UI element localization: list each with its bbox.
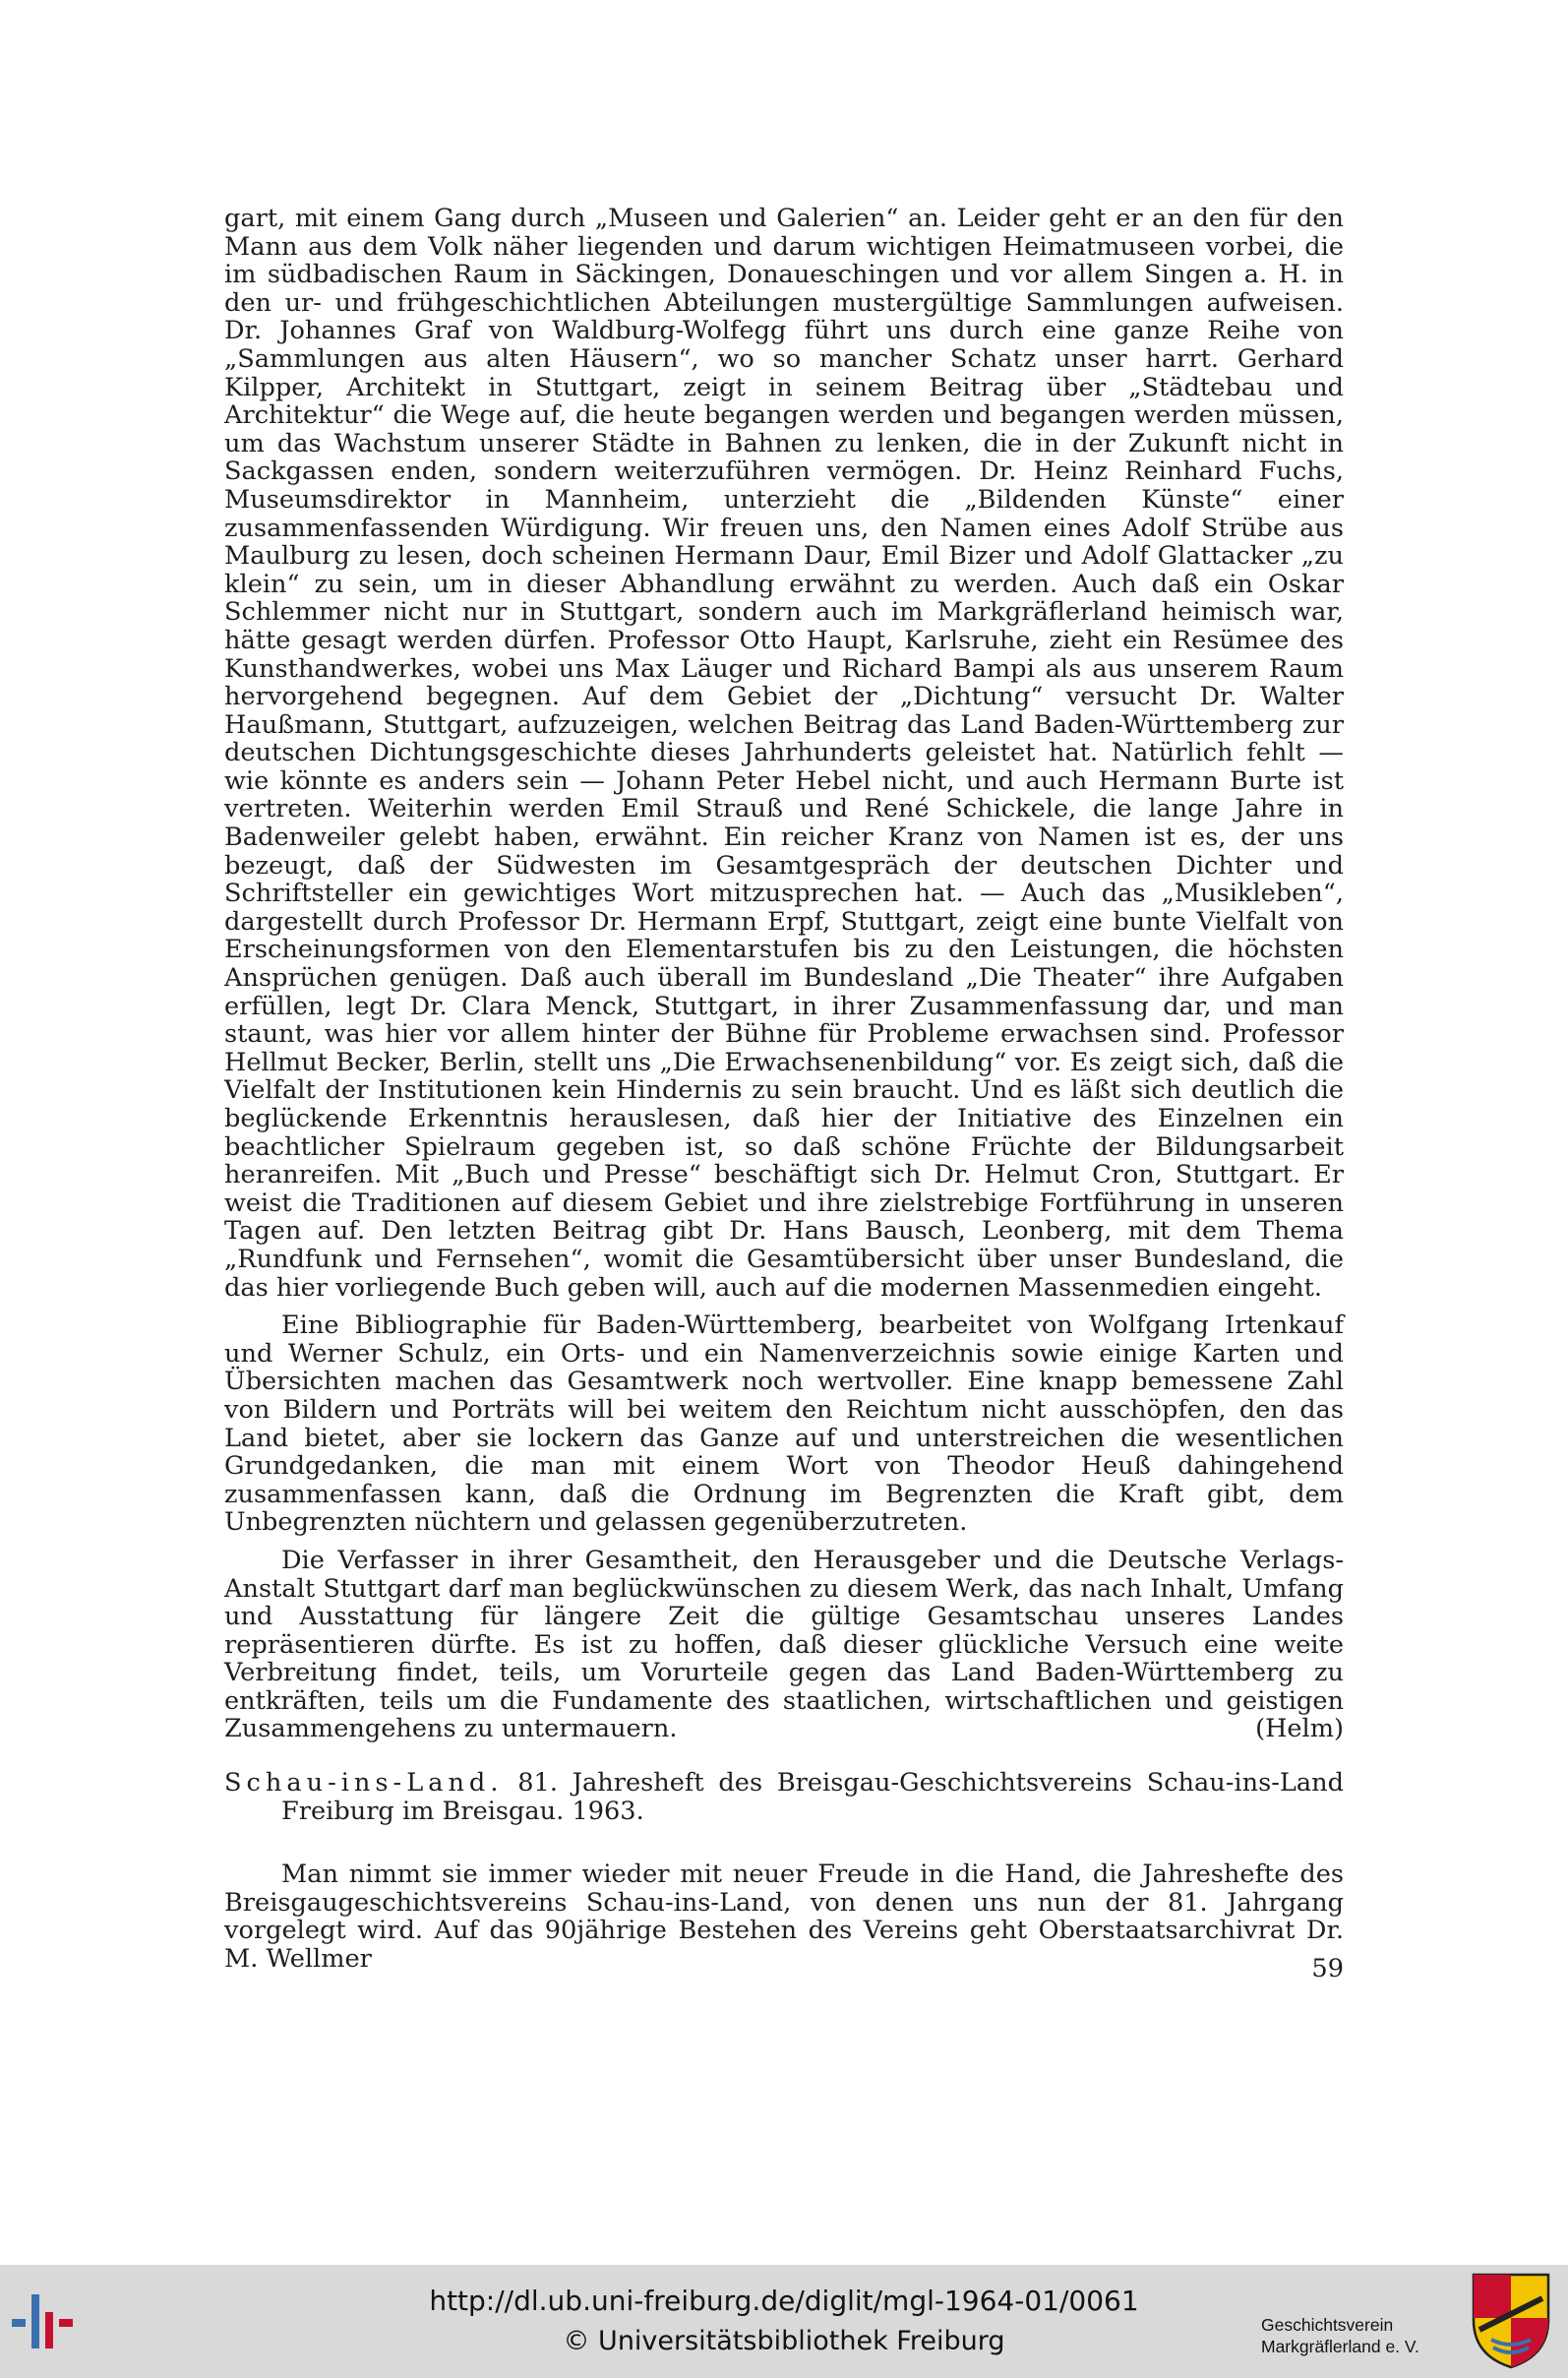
paragraph-1: gart, mit einem Gang durch „Museen und Galerien“ an. Leider geht er an den für den Mann aus dem Volk näher liegenden und darum wichtigen Heimatmuseen vorbei, die im südbadischen Raum in Säckingen, Donaueschingen und vor allem Singen a. H. in den ur- und frühgeschichtlichen Abteilungen mustergültige Sammlungen aufweisen. Dr. Johannes Graf von Waldburg-Wolfegg führt uns durch eine ganze Reihe von „Sammlungen aus alten Häusern“, wo so mancher Schatz unser harrt. Gerhard Kilpper, Architekt in Stuttgart, zeigt in seinem Beitrag über „Städtebau und Architektur“ die Wege auf, die heute begangen werden und begangen werden müssen, um das Wachstum unserer Städte in Bahnen zu lenken, die in der Zukunft nicht in Sackgassen enden, sondern weiterzuführen vermögen. Dr. Heinz Reinhard Fuchs, Museumsdirektor in Mannheim, unterzieht die „Bildenden Künste“ einer zusammenfassenden Würdigung. Wir freuen uns, den Namen eines Adolf Strübe aus Maulburg zu lesen, doch scheinen Hermann Daur, Emil Bizer und Adolf Glattacker „zu klein“ zu sein, um in dieser Abhandlung erwähnt zu werden. Auch daß ein Oskar Schlemmer nicht nur in Stuttgart, sondern auch im Markgräflerland heimisch war, hätte gesagt werden dürfen. Professor Otto Haupt, Karlsruhe, zieht ein Resümee des Kunsthandwerkes, wobei uns Max Läuger und Richard Bampi als aus unserem Raum hervorgehend begegnen. Auf dem Gebiet der „Dichtung“ versucht Dr. Walter Haußmann, Stuttgart, aufzuzeigen, welchen Beitrag das Land Baden-Württemberg zur deutschen Dichtungsgeschichte dieses Jahrhunderts geleistet hat. Natürlich fehlt — wie könnte es anders sein — Johann Peter Hebel nicht, und auch Hermann Burte ist vertreten. Weiterhin werden Emil Strauß und René Schickele, die lange Jahre in Badenweiler gelebt haben, erwähnt. Ein reicher Kranz von Namen ist es, der uns bezeugt, daß der Südwesten im Gesamtgespräch der deutschen Dichter und Schriftsteller ein gewichtiges Wort mitzusprechen hat. — Auch das „Musikleben“, dargestellt durch Professor Dr. Hermann Erpf, Stuttgart, zeigt eine bunte Vielfalt von Erscheinungsformen von den Elementarstufen bis zu den Leistungen, die höchsten Ansprüchen genügen. Daß auch überall im Bundesland „Die Theater“ ihre Aufgaben erfüllen, legt Dr. Clara Menck, Stuttgart, in ihrer Zusammenfassung dar, und man staunt, was hier vor allem hinter der Bühne für Probleme erwachsen sind. Professor Hellmut Becker, Berlin, stellt uns „Die Erwachsenenbildung“ vor. Es zeigt sich, daß die Vielfalt der Institutionen kein Hindernis zu sein braucht. Und es läßt sich deutlich die beglückende Erkenntnis herauslesen, daß hier der Initiative des Einzelnen ein beachtlicher Spielraum gegeben ist, so daß schöne Früchte der Bildungsarbeit heranreifen. Mit „Buch und Presse“ beschäftigt sich Dr. Helmut Cron, Stuttgart. Er weist die Traditionen auf diesem Gebiet und ihre zielstrebige Fortführung in unseren Tagen auf. Den letzten Beitrag gibt Dr. Hans Bausch, Leonberg, mit dem Thema „Rundfunk und Fernsehen“, womit die Gesamtübersicht über unser Bundesland, die das hier vorliegende Buch geben will, auch auf die modernen Massenmedien eingeht.	[224, 204, 1344, 1303]
entry-text: 81. Jahresheft des Breisgau-Geschichtsvereins Schau-ins-Land Freiburg im Breisgau. 1963.	[281, 1768, 1345, 1826]
society-name-line-1: Geschichtsverein	[1261, 2315, 1394, 2335]
paragraph-3	[224, 1547, 1344, 1743]
paragraph-3-text: Die Verfasser in ihrer Gesamtheit, den Herausgeber und die Deutsche Verlags-Anstalt Stuttgart darf man beglückwünschen zu diesem Werk, das nach Inhalt, Umfang und Ausstattung für längere Zeit die gültige Gesamtschau unseres Landes repräsentieren dürfte. Es ist zu hoffen, daß dieser glückliche Versuch eine weite Verbreitung findet, teils, um Vorurteile gegen das Land Baden-Württemberg zu entkräften, teils um die Fundamente des staatlichen, wirtschaftlichen und geistigen Zusammengehens zu untermauern.	[224, 1545, 1344, 1744]
page-number: 59	[1311, 1954, 1344, 1983]
entry-title: Schau-ins-Land.	[224, 1768, 504, 1799]
footer-copyright: © Universitätsbibliothek Freiburg	[563, 2326, 1005, 2356]
paragraph-4: Man nimmt sie immer wieder mit neuer Freude in die Hand, die Jahreshefte des Breisgaugeschichtsvereins Schau-ins-Land, von denen uns nun der 81. Jahrgang vorgelegt wird. Auf das 90jährige Bestehen des Vereins geht Oberstaatsarchivrat Dr. M. Wellmer	[224, 1860, 1344, 1975]
markgraeflerland-crest-icon	[1470, 2271, 1552, 2371]
reviewer-signature: (Helm)	[1255, 1714, 1344, 1744]
footer-url-link[interactable]: http://dl.ub.uni-freiburg.de/diglit/mgl-1964-01/0061	[429, 2285, 1139, 2317]
society-name	[1261, 2314, 1478, 2357]
footer-bar	[0, 2265, 1568, 2378]
society-name-line-2: Markgräflerland e. V.	[1261, 2337, 1419, 2356]
article-body	[224, 205, 1344, 1974]
bibliographic-entry	[224, 1769, 1344, 1825]
paragraph-2: Eine Bibliographie für Baden-Württemberg, bearbeitet von Wolfgang Irtenkauf und Werner Schulz, ein Orts- und ein Namenverzeichnis sowie einige Karten und Übersichten machen das Gesamtwerk noch wertvoller. Eine knapp bemessene Zahl von Bildern und Porträts will bei weitem den Reichtum nicht ausschöpfen, den das Land bietet, aber sie lockern das Ganze auf und unterstreichen die wesentlichen Grundgedanken, die man mit einem Wort von Theodor Heuß dahingehend zusammenfassen kann, daß die Ordnung im Begrenzten die Kraft gibt, dem Unbegrenzten nüchtern und gelassen gegenüberzutreten.	[224, 1311, 1344, 1538]
